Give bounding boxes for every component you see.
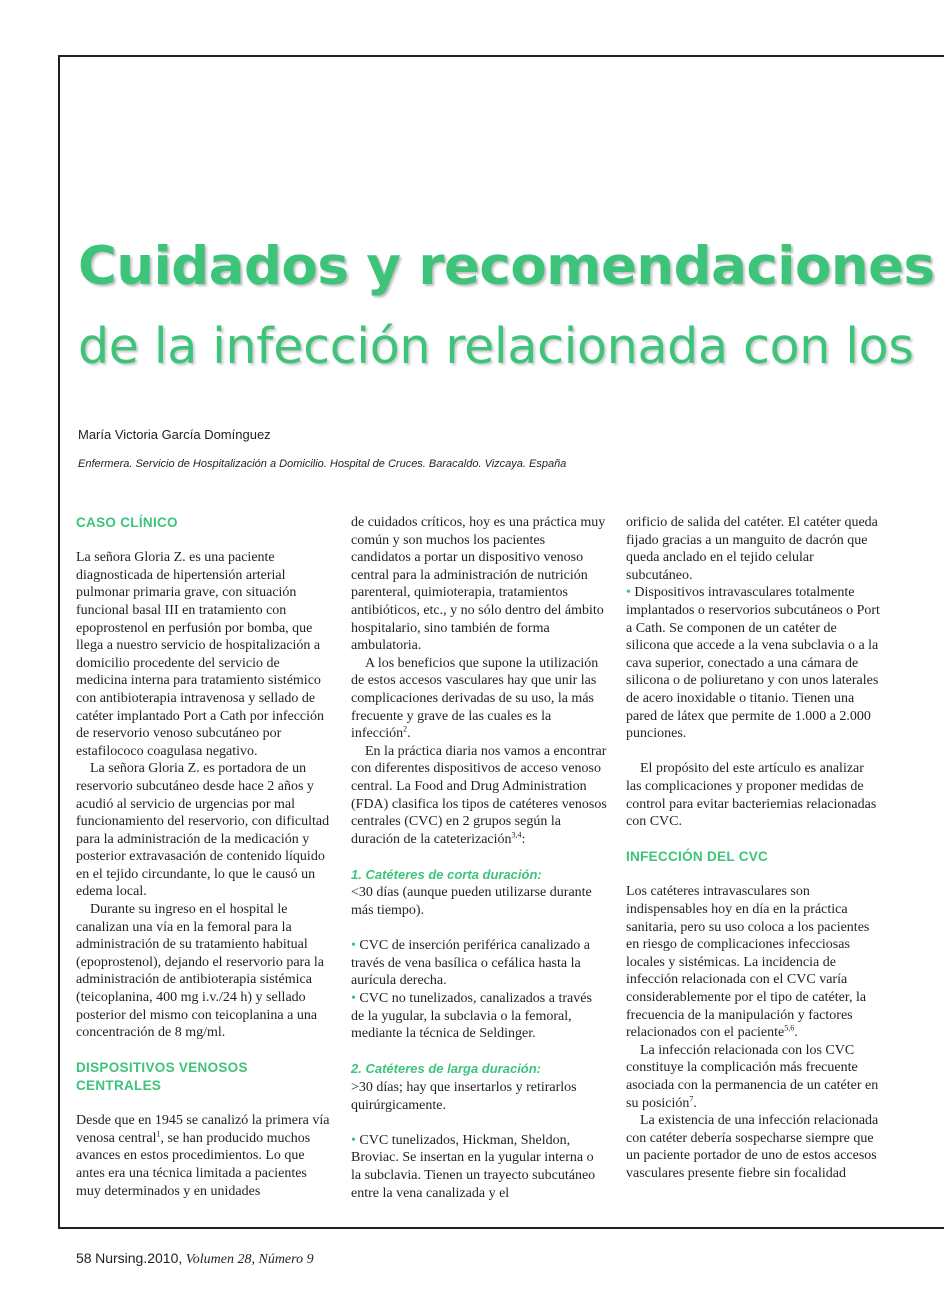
bullet-icon: • — [351, 938, 356, 954]
section-heading-caso-clinico: CASO CLÍNICO — [76, 515, 178, 530]
citation-ref: 1 — [156, 1129, 161, 1139]
text-column-2 — [351, 514, 607, 1202]
journal-volume: Volumen 28, Número 9 — [185, 1252, 314, 1267]
subheading-long-duration: 2. Catéteres de larga duración: — [351, 1061, 542, 1077]
paragraph: Desde que en 1945 se canalizó la primera vía venosa central$^1$, se han producido muchos avances en estos procedimientos. Lo que antes era una técnica limitada a pacientes muy determinados y en unidades — [76, 1113, 330, 1199]
list-item: • CVC de inserción periférica canalizado a través de vena basílica o cefálica hasta la aurícula derecha. — [351, 938, 590, 989]
author-name: María Victoria García Domínguez — [78, 427, 271, 442]
article-title-line2: de la infección relacionada con los — [78, 318, 914, 375]
page-footer — [76, 1250, 314, 1268]
article-title-line1: Cuidados y recomendaciones — [78, 236, 935, 297]
section-heading-infeccion: INFECCIÓN DEL CVC — [626, 849, 769, 865]
paragraph: Los catéteres intravasculares son indispensables hoy en día en la práctica sanitaria, pero su uso coloca a los pacientes en riesgo de complicaciones infecciosas locales y sistémicas. La incidencia de infección relacionada con el CVC varía considerablemente por el tipo de catéter, la frecuencia de la manipulación y factores relacionados con el paciente$^{5,6}$. — [626, 884, 870, 1041]
paragraph: de cuidados críticos, hoy es una práctica muy común y son muchos los pacientes candidatos a portar un dispositivo venoso central para la administración de nutrición parenteral, quimioterapia, tratamientos antibióticos, etc., y no sólo dentro del ámbito hospitalario, sino también de forma ambulatoria. — [351, 515, 606, 654]
bullet-icon: • — [351, 1132, 356, 1148]
paragraph: La señora Gloria Z. es portadora de un reservorio subcutáneo desde hace 2 años y acudió al servicio de urgencias por mal funcionamiento del reservorio, con dificultad para la administración de la medicación y posterior extravasación de contenido líquido en el tejido circundante, lo que le causó un edema local. — [76, 761, 330, 900]
citation-ref: 3,4 — [511, 830, 522, 840]
section-heading-dispositivos: DISPOSITIVOS VENOSOS CENTRALES — [76, 1060, 248, 1093]
journal-name: Nursing. — [95, 1250, 148, 1266]
paragraph: A los beneficios que supone la utilización de estos accesos vasculares hay que unir las complicaciones derivadas de su uso, la más frecuente y grave de las cuales es la infección$^2$. — [351, 655, 599, 742]
paragraph: La infección relacionada con los CVC constituye la complicación más frecuente asociada con la permanencia de un catéter en su posición$^7$. — [626, 1042, 879, 1111]
journal-year: 2010, — [147, 1250, 183, 1266]
list-item: • Dispositivos intravasculares totalmente implantados o reservorios subcutáneos o Port a Cath. Se componen de un catéter de silicona que accede a la vena subclavia o a la cava superior, conectado a una cámara de silicona o de poliuretano y con unos laterales de acero inoxidable o titanio. Tienen una pared de látex que permite de 1.000 a 2.000 punciones. — [626, 585, 880, 742]
author-affiliation: Enfermera. Servicio de Hospitalización a Domicilio. Hospital de Cruces. Baracaldo. Vizcaya. España — [78, 458, 567, 470]
paragraph: orificio de salida del catéter. El catéter queda fijado gracias a un manguito de dacrón que queda anclado en el tejido celular subcutáneo. — [626, 515, 878, 583]
bullet-icon: • — [351, 991, 356, 1007]
bullet-icon: • — [626, 585, 631, 601]
citation-ref: 5,6 — [784, 1023, 795, 1033]
paragraph: >30 días; hay que insertarlos y retirarlos quirúrgicamente. — [351, 1080, 577, 1113]
list-item: • CVC tunelizados, Hickman, Sheldon, Broviac. Se insertan en la yugular interna o la subclavia. Tienen un trayecto subcutáneo entre la vena canalizada y el — [351, 1132, 596, 1201]
page-number: 58 — [76, 1250, 92, 1266]
paragraph: Durante su ingreso en el hospital le canalizan una vía en la femoral para la administración de su tratamiento habitual (epoprostenol), dejando el reservorio para la administración de antibioterapia sistémica (teicoplanina, 400 mg i.v./24 h) y sellado posterior del mismo con teicoplanina a una concentración de 8 mg/ml. — [76, 902, 325, 1041]
list-item: • CVC no tunelizados, canalizados a través de la yugular, la subclavia o la femoral, mediante la técnica de Seldinger. — [351, 991, 592, 1042]
paragraph: <30 días (aunque pueden utilizarse durante más tiempo). — [351, 885, 592, 919]
citation-ref: 2 — [403, 724, 408, 734]
paragraph: La señora Gloria Z. es una paciente diagnosticada de hipertensión arterial pulmonar primaria grave, con situación funcional basal III en tratamiento con epoprostenol en perfusión por bomba, que llega a nuestro servicio de hospitalización a domicilio procedente del servicio de medicina interna para tratamiento sistémico con antibioterapia intravenosa y sellado de catéter implantado Port a Cath por infección de reservorio venoso subcutáneo por estafilococo coagulasa negativo. — [76, 550, 325, 759]
paragraph: En la práctica diaria nos vamos a encontrar con diferentes dispositivos de acceso venoso central. La Food and Drug Administration (FDA) clasifica los tipos de catéteres venosos centrales (CVC) en 2 grupos según la duración de la cateterización$^{3,4}$: — [351, 743, 607, 847]
subheading-short-duration: 1. Catéteres de corta duración: — [351, 866, 542, 882]
paragraph: El propósito del este artículo es analizar las complicaciones y proponer medidas de control para evitar bacteriemias relacionadas con CVC. — [626, 761, 877, 830]
paragraph: La existencia de una infección relacionada con catéter debería sospecharse siempre que un paciente portador de uno de estos accesos vasculares presente fiebre sin focalidad — [626, 1113, 879, 1181]
text-column-1 — [76, 514, 332, 1200]
citation-ref: 7 — [689, 1093, 694, 1103]
text-column-3 — [626, 514, 882, 1183]
